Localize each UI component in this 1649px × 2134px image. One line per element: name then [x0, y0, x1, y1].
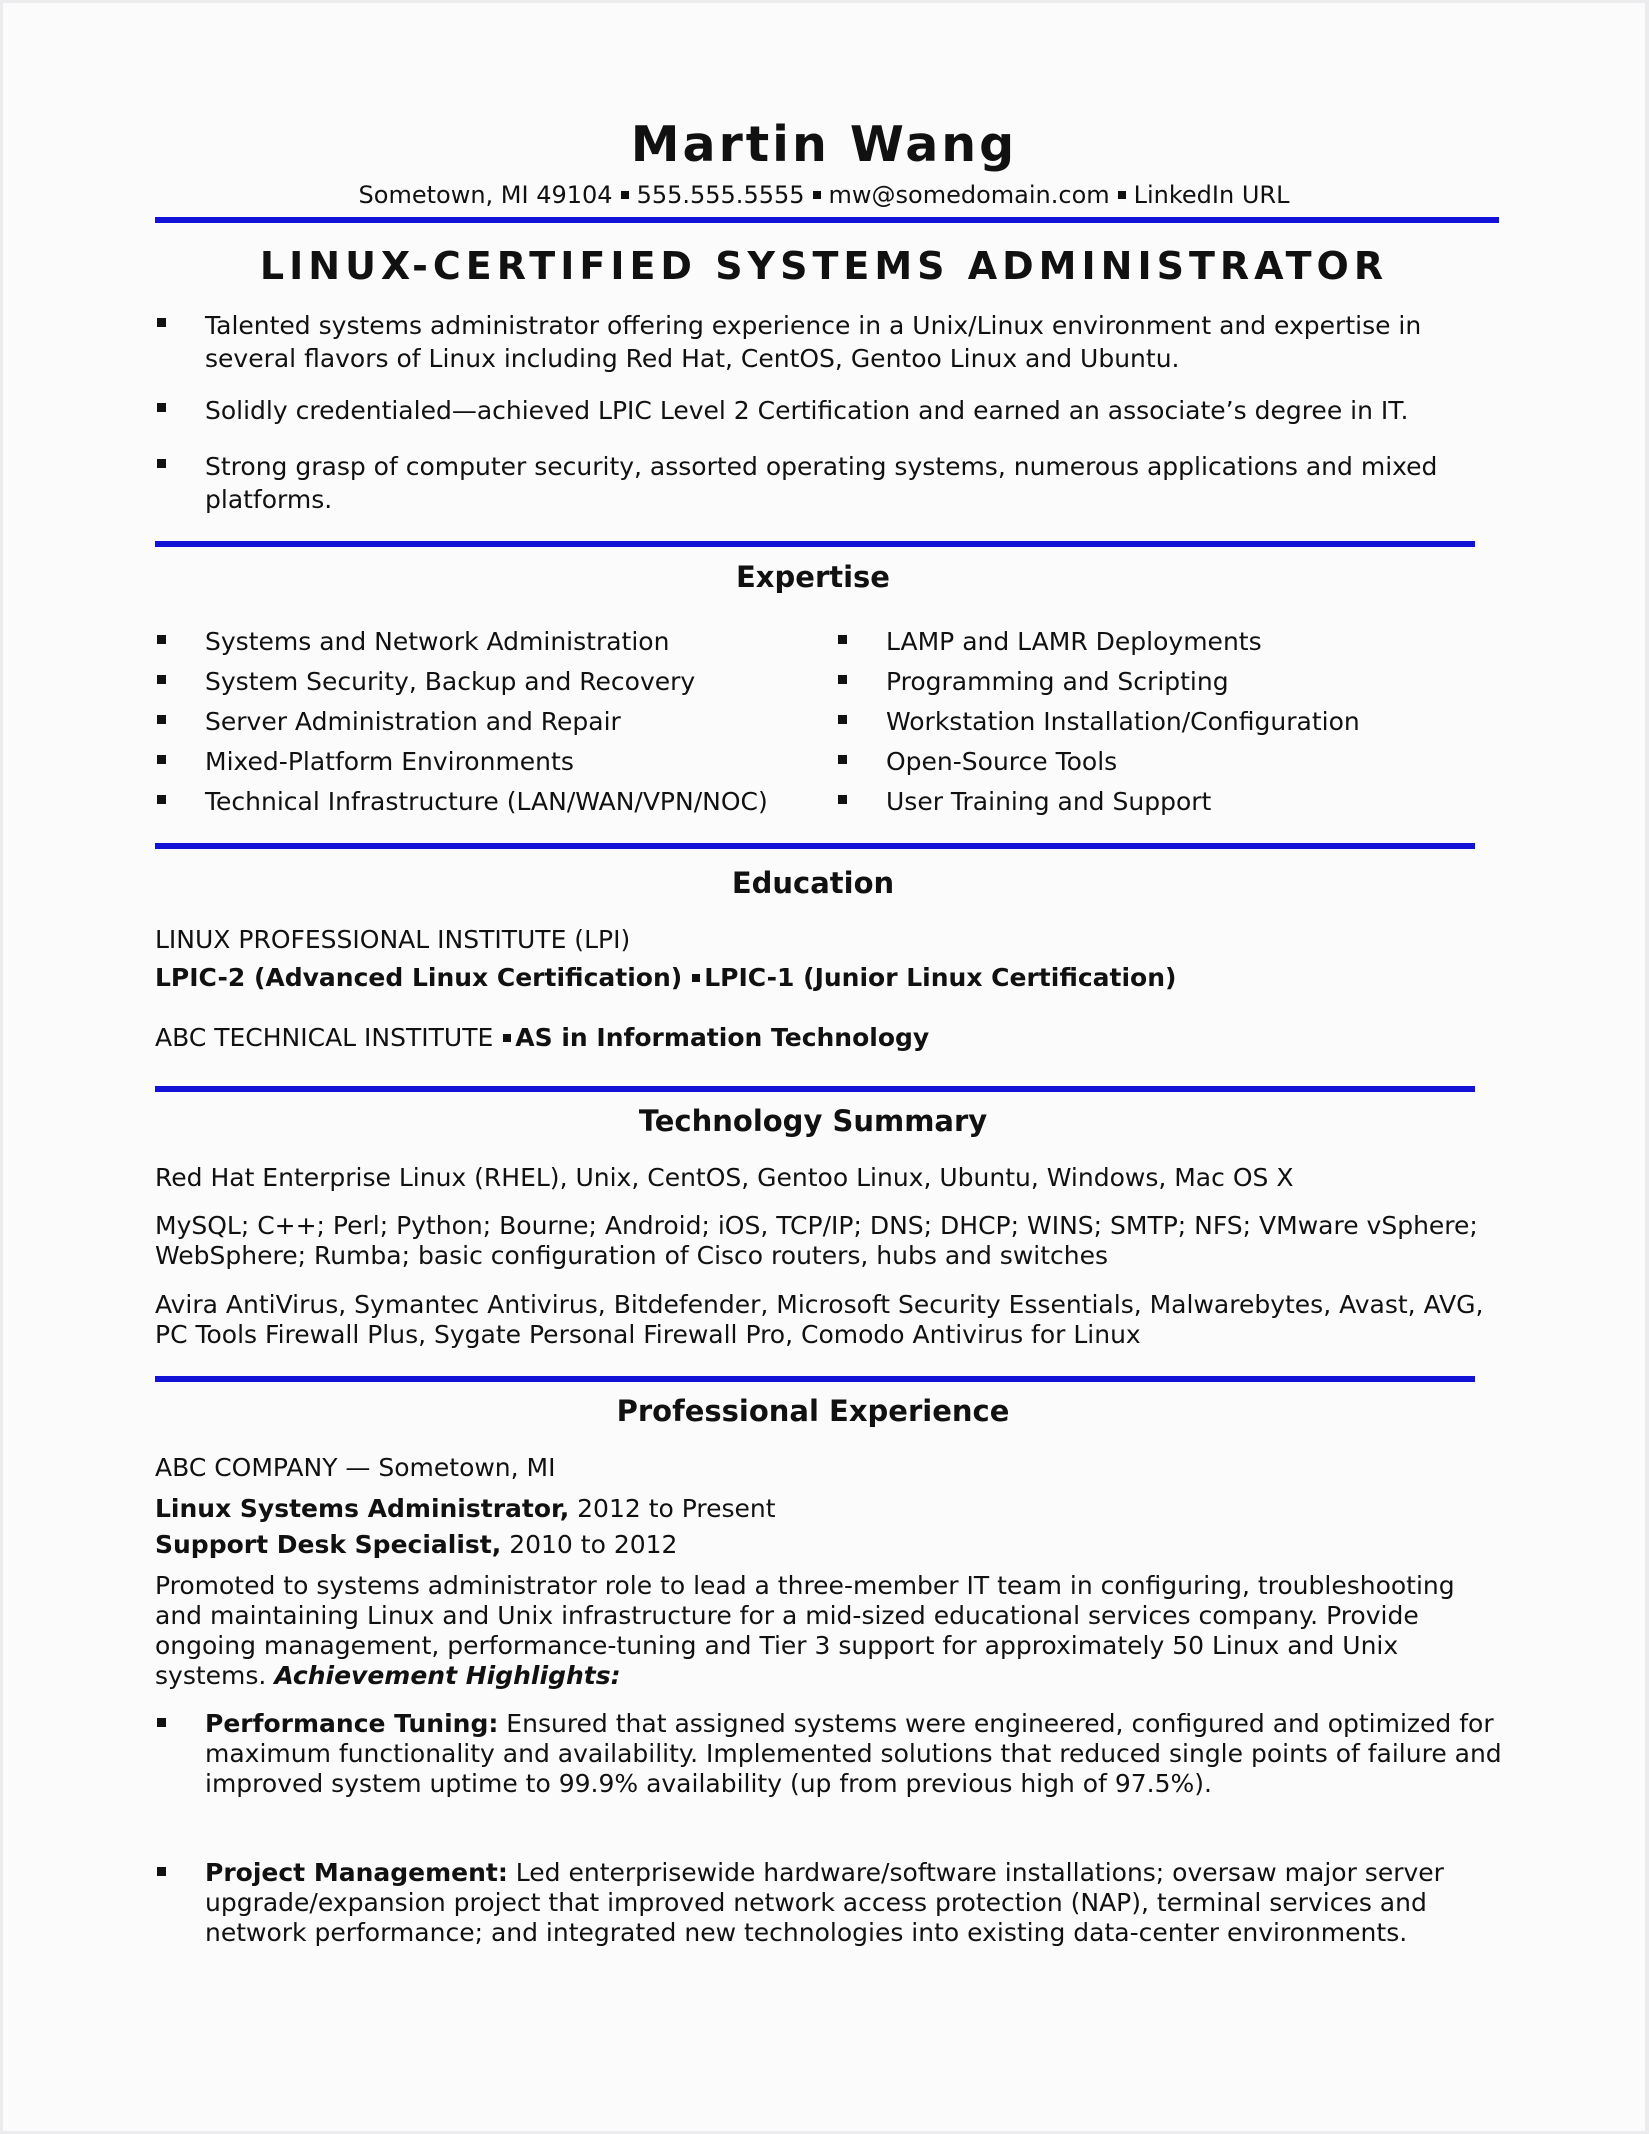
summary-list — [155, 450, 1495, 516]
expertise-list-left — [155, 622, 805, 822]
expertise-item: Open-Source Tools — [836, 742, 1486, 782]
summary-list — [155, 309, 1495, 375]
highlights-list — [155, 1709, 1505, 1799]
expertise-item: Server Administration and Repair — [155, 702, 805, 742]
divider — [155, 1086, 1475, 1092]
bullet-square-icon — [621, 191, 629, 199]
job-dates: 2010 to 2012 — [501, 1530, 678, 1559]
section-title-technology: Technology Summary — [638, 1104, 988, 1138]
expertise-item: LAMP and LAMR Deployments — [836, 622, 1486, 662]
highlight-text: Led enterprisewide hardware/software installations; oversaw major server upgrade/expansion project that improved network access protection (NAP), terminal services and network performance; and integrated new technologies into existing data-center environments. — [205, 1858, 1444, 1947]
bullet-square-icon — [813, 191, 821, 199]
company-line: ABC COMPANY — Sometown, MI — [155, 1453, 556, 1482]
certification: LPIC-1 (Junior Linux Certification) — [704, 963, 1177, 992]
resume-page — [3, 3, 1645, 2131]
divider — [155, 1376, 1475, 1382]
divider — [155, 217, 1499, 223]
job-title: Support Desk Specialist, — [155, 1530, 502, 1559]
technology-tools: MySQL; C++; Perl; Python; Bourne; Android; iOS, TCP/IP; DNS; DHCP; WINS; SMTP; NFS; VMware vSphere; WebSphere; Rumba; basic configuration of Cisco routers, hubs and switches — [155, 1211, 1478, 1270]
expertise-list-right — [836, 622, 1486, 822]
bullet-square-icon — [1118, 191, 1126, 199]
highlight-label: Performance Tuning: — [205, 1709, 499, 1738]
technology-security: Avira AntiVirus, Symantec Antivirus, Bitdefender, Microsoft Security Essentials, Malwarebytes, Avast, AVG, PC Tools Firewall Plus, Sygate Personal Firewall Pro, Comodo Antivirus for Linux — [155, 1290, 1484, 1349]
education-school: LINUX PROFESSIONAL INSTITUTE (LPI) — [155, 925, 631, 954]
job-title-line — [155, 1530, 677, 1560]
contact-linkedin: LinkedIn URL — [1133, 181, 1290, 209]
job-title: Linux Systems Administrator, — [155, 1494, 570, 1523]
contact-location: Sometown, MI 49104 — [358, 181, 613, 209]
expertise-item: Workstation Installation/Configuration — [836, 702, 1486, 742]
summary-list — [155, 394, 1495, 427]
expertise-item: Technical Infrastructure (LAN/WAN/VPN/NOC) — [155, 782, 805, 822]
expertise-item: Programming and Scripting — [836, 662, 1486, 702]
candidate-name: Martin Wang — [630, 116, 1018, 173]
expertise-item: User Training and Support — [836, 782, 1486, 822]
summary-item: Talented systems administrator offering experience in a Unix/Linux environment and expertise in several flavors of Linux including Red Hat, CentOS, Gentoo Linux and Ubuntu. — [155, 309, 1495, 375]
highlight-item — [155, 1709, 1505, 1799]
job-description — [155, 1571, 1505, 1691]
bullet-square-icon — [503, 1034, 511, 1042]
degree: AS in Information Technology — [515, 1023, 930, 1052]
expertise-item: Systems and Network Administration — [155, 622, 805, 662]
summary-item: Strong grasp of computer security, assorted operating systems, numerous applications and mixed platforms. — [155, 450, 1495, 516]
contact-line — [3, 180, 1645, 210]
expertise-item: System Security, Backup and Recovery — [155, 662, 805, 702]
section-title-expertise: Expertise — [736, 560, 890, 594]
highlights-list — [155, 1858, 1505, 1948]
headline: LINUX-CERTIFIED SYSTEMS ADMINISTRATOR — [259, 244, 1389, 288]
highlight-item — [155, 1858, 1505, 1948]
section-title-experience: Professional Experience — [616, 1394, 1010, 1428]
education-certifications — [155, 963, 1176, 993]
divider — [155, 541, 1475, 547]
divider — [155, 843, 1475, 849]
job-dates: 2012 to Present — [569, 1494, 776, 1523]
highlights-label: Achievement Highlights: — [274, 1661, 621, 1690]
education-school: ABC TECHNICAL INSTITUTE — [155, 1023, 494, 1052]
section-title-education: Education — [731, 866, 895, 900]
job-title-line — [155, 1494, 776, 1524]
contact-phone: 555.555.5555 — [636, 181, 805, 209]
bullet-square-icon — [692, 974, 700, 982]
expertise-item: Mixed-Platform Environments — [155, 742, 805, 782]
certification: LPIC-2 (Advanced Linux Certification) — [155, 963, 683, 992]
technology-os: Red Hat Enterprise Linux (RHEL), Unix, CentOS, Gentoo Linux, Ubuntu, Windows, Mac OS X — [155, 1163, 1294, 1192]
education-degree-line — [155, 1023, 929, 1053]
job-description-text: Promoted to systems administrator role to lead a three-member IT team in configuring, troubleshooting and maintaining Linux and Unix infrastructure for a mid-sized educational services company. Provide ongoing management, performance-tuning and Tier 3 support for approximately 50 Linux and Unix systems. — [155, 1571, 1455, 1690]
highlight-text: Ensured that assigned systems were engineered, configured and optimized for maximum functionality and availability. Implemented solutions that reduced single points of failure and improved system uptime to 99.9% availability (up from previous high of 97.5%). — [205, 1709, 1502, 1798]
summary-item: Solidly credentialed—achieved LPIC Level 2 Certification and earned an associate’s degree in IT. — [155, 394, 1495, 427]
contact-email: mw@somedomain.com — [828, 181, 1110, 209]
highlight-label: Project Management: — [205, 1858, 508, 1887]
